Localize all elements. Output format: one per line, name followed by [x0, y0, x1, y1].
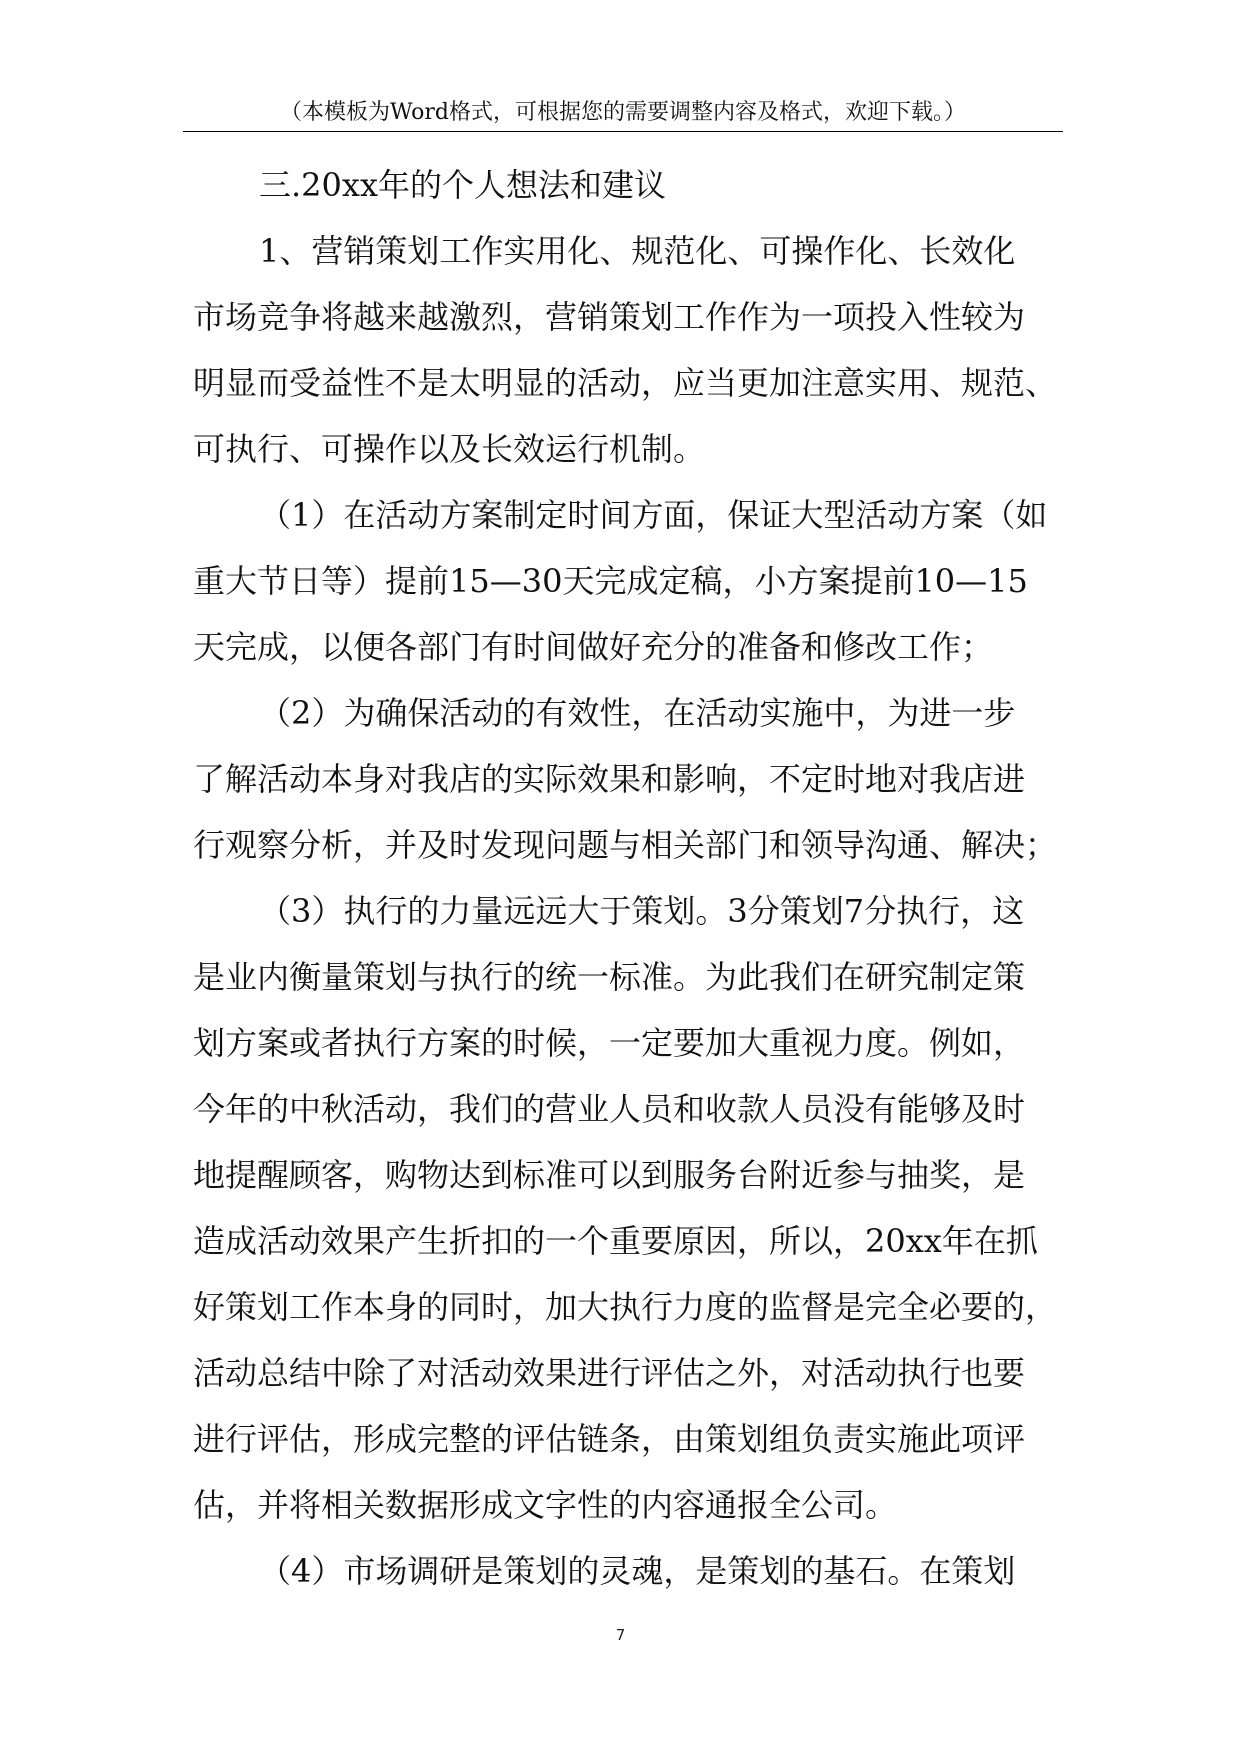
- paragraph-line: 地提醒顾客，购物达到标准可以到服务台附近参与抽奖，是: [193, 1156, 1026, 1194]
- paragraph-line: （3）执行的力量远远大于策划。3分策划7分执行，这: [259, 892, 1025, 930]
- header-divider: [183, 131, 1063, 132]
- paragraph-line: 好策划工作本身的同时，加大执行力度的监督是完全必要的，: [193, 1288, 1058, 1326]
- paragraph-line: 造成活动效果产生折扣的一个重要原因，所以，20xx年在抓: [193, 1222, 1038, 1260]
- paragraph-line: （4）市场调研是策划的灵魂，是策划的基石。在策划: [259, 1552, 1016, 1590]
- paragraph-line: 今年的中秋活动，我们的营业人员和收款人员没有能够及时: [193, 1090, 1026, 1128]
- paragraph-line: 估，并将相关数据形成文字性的内容通报全公司。: [193, 1486, 898, 1524]
- paragraph-line: 明显而受益性不是太明显的活动，应当更加注意实用、规范、: [193, 364, 1058, 402]
- paragraph-line: 是业内衡量策划与执行的统一标准。为此我们在研究制定策: [193, 958, 1026, 996]
- paragraph-line: 重大节日等）提前15—30天完成定稿，小方案提前10—15: [193, 562, 1028, 600]
- paragraph-line: （1）在活动方案制定时间方面，保证大型活动方案（如: [259, 496, 1048, 534]
- paragraph-line: 划方案或者执行方案的时候，一定要加大重视力度。例如，: [193, 1024, 1026, 1062]
- paragraph-line: （2）为确保活动的有效性，在活动实施中，为进一步: [259, 694, 1016, 732]
- page-number: 7: [615, 1626, 626, 1644]
- template-header-note: （本模板为Word格式，可根据您的需要调整内容及格式，欢迎下载。）: [280, 100, 966, 125]
- paragraph-line: 市场竞争将越来越激烈，营销策划工作作为一项投入性较为: [193, 298, 1026, 336]
- paragraph-line: 可执行、可操作以及长效运行机制。: [193, 430, 706, 468]
- paragraph-line: 天完成，以便各部门有时间做好充分的准备和修改工作；: [193, 628, 994, 666]
- paragraph-line: 进行评估，形成完整的评估链条，由策划组负责实施此项评: [193, 1420, 1026, 1458]
- subsection-heading: 1、营销策划工作实用化、规范化、可操作化、长效化: [259, 232, 1016, 270]
- document-body: [193, 152, 1073, 1604]
- section-heading: 三.20xx年的个人想法和建议: [259, 166, 666, 204]
- paragraph-line: 活动总结中除了对活动效果进行评估之外，对活动执行也要: [193, 1354, 1026, 1392]
- paragraph-line: 了解活动本身对我店的实际效果和影响，不定时地对我店进: [193, 760, 1026, 798]
- paragraph-line: 行观察分析，并及时发现问题与相关部门和领导沟通、解决；: [193, 826, 1058, 864]
